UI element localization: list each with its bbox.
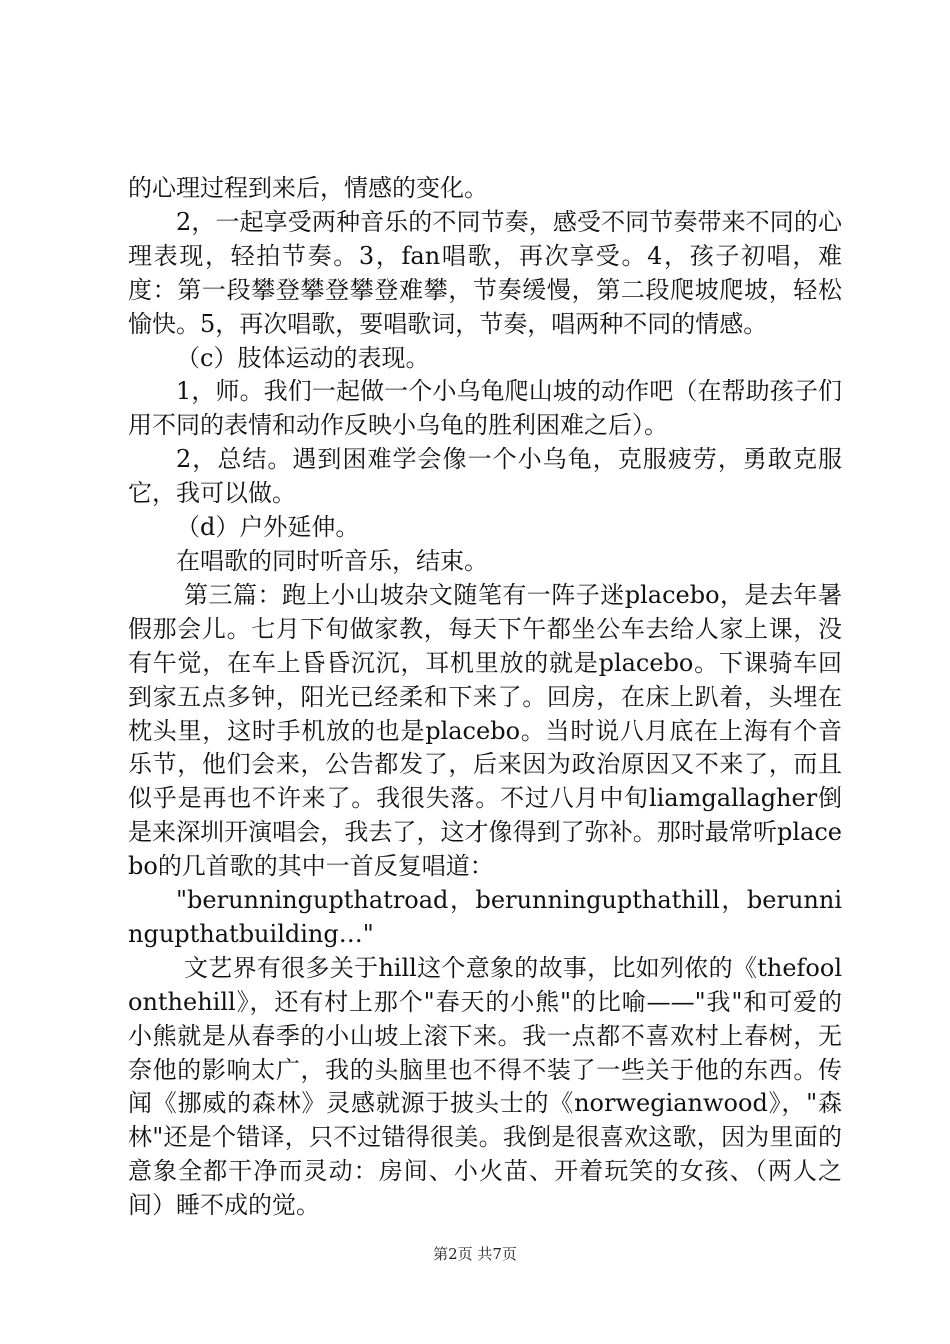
paragraph: 2，一起享受两种音乐的不同节奏，感受不同节奏带来不同的心理表现，轻拍节奏。3，fan唱歌，再次享受。4，孩子初唱，难度：第一段攀登攀登攀登难攀，节奏缓慢，第二段爬坡爬坡，轻松愉快。5，再次唱歌，要唱歌词，节奏，唱两种不同的情感。 — [128, 207, 842, 338]
paragraph: 在唱歌的同时听音乐，结束。 — [176, 546, 488, 575]
paragraph: 的心理过程到来后，情感的变化。 — [128, 174, 488, 202]
lyric-quote: "berunningupthatroad，berunningupthathill，berunningupthatbuilding…" — [128, 886, 842, 948]
paragraph: 1，师。我们一起做一个小乌龟爬山坡的动作吧（在帮助孩子们用不同的表情和动作反映小乌龟的胜利困难之后）。 — [128, 377, 842, 440]
paragraph: （c）肢体运动的表现。 — [176, 343, 430, 372]
paragraph: 文艺界有很多关于hill这个意象的故事，比如列侬的《thefoolonthehill》，还有村上那个"春天的小熊"的比喻——"我"和可爱的小熊就是从春季的小山坡上滚下来。我一点都不喜欢村上春树，无奈他的影响太广，我的头脑里也不得不装了一些关于他的东西。传闻《挪威的森林》灵感就源于披头士的《norwegianwood》，"森林"还是个错译，只不过错得很美。我倒是很喜欢这歌，因为里面的意象全都干净而灵动：房间、小火苗、开着玩笑的女孩、（两人之间）睡不成的觉。 — [128, 953, 842, 1220]
page-footer: 第2页 共7页 — [433, 1245, 517, 1263]
paragraph: 第三篇：跑上小山坡杂文随笔有一阵子迷placebo，是去年暑假那会儿。七月下旬做家教，每天下午都坐公车去给人家上课，没有午觉，在车上昏昏沉沉，耳机里放的就是placebo。下课骑车回到家五点多钟，阳光已经柔和下来了。回房，在床上趴着，头埋在枕头里，这时手机放的也是placebo。当时说八月底在上海有个音乐节，他们会来，公告都发了，后来因为政治原因又不来了，而且似乎是再也不许来了。我很失落。不过八月中旬liamgallagher倒是来深圳开演唱会，我去了，这才像得到了弥补。那时最常听placebo的几首歌的其中一首反复唱道： — [128, 580, 842, 881]
paragraph: （d）户外延伸。 — [176, 513, 360, 542]
paragraph: 2，总结。遇到困难学会像一个小乌龟，克服疲劳，勇敢克服它，我可以做。 — [128, 445, 842, 508]
document-body — [128, 172, 842, 1223]
